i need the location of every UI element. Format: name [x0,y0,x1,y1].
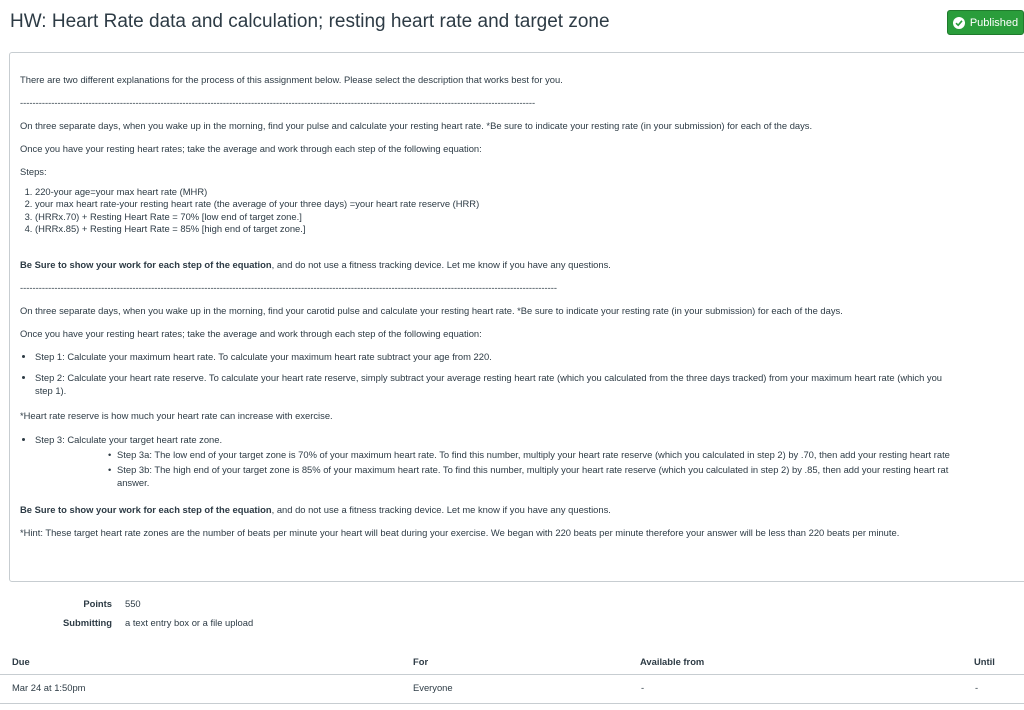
column-header-for: For [413,656,429,667]
v1-paragraph-2: Once you have your resting heart rates; take the average and work through each step of the following equation: [20,143,482,154]
list-item: 3. (HRRx.70) + Resting Heart Rate = 70% [low end of target zone.] [35,211,479,223]
list-item: 4. (HRRx.85) + Resting Heart Rate = 85% [high end of target zone.] [35,223,479,235]
table-row [0,675,1024,704]
published-button[interactable] [947,10,1024,35]
v2-paragraph-2: Once you have your resting heart rates; take the average and work through each step of the following equation: [20,328,482,339]
separator: ---------------------------------------------------------------------------------------------------------------------------------------------------------------------------- [20,282,557,293]
hrr-note: *Heart rate reserve is how much your heart rate can increase with exercise. [20,410,333,421]
points-label: Points [83,598,112,609]
list-item: • Step 3a: The low end of your target zone is 70% of your maximum heart rate. To find this number, multiply your heart rate reserve (which you calculated in step 2) by .70, then add your resting heart rate [117,448,950,461]
v2-steps-list [20,350,492,363]
bold-text: Be Sure to show your work for each step of the equation [20,504,272,515]
published-label: Published [969,16,1019,29]
text: , and do not use a fitness tracking device. Let me know if you have any questions. [271,259,611,270]
column-header-due: Due [12,656,30,667]
submitting-label: Submitting [63,617,112,628]
text: answer. [117,477,150,488]
v2-substeps-list [117,448,950,489]
list-item [117,463,950,489]
separator: --------------------------------------------------------------------------------------------------------------------------------------------------------------------- [20,97,536,108]
page-title: HW: Heart Rate data and calculation; resting heart rate and target zone [10,11,610,32]
text: Step 2: Calculate your heart rate reserve. To calculate your heart rate reserve, simply subtract your average resting heart rate (which you calculated from the three days tracked) from your maximum heart rate (which you [35,372,943,383]
assignment-description [9,52,1024,582]
v2-paragraph-1: On three separate days, when you wake up in the morning, find your carotid pulse and calculate your resting heart rate. *Be sure to indicate your resting rate (in your submission) for each of the days. [20,305,843,316]
column-header-until: Until [974,656,995,667]
until-date: - [975,682,979,693]
dates-table-header [0,650,1024,675]
text: , and do not use a fitness tracking device. Let me know if you have any questions. [271,504,611,515]
list-item: 1. 220-your age=your max heart rate (MHR) [35,186,479,198]
list-item: • Step 3: Calculate your target heart rate zone. [35,433,222,446]
text: step 1). [35,385,67,396]
v1-paragraph-1: On three separate days, when you wake up in the morning, find your pulse and calculate your resting heart rate. *Be sure to indicate your resting rate (in your submission) for each of the days. [20,120,813,131]
list-item [35,371,942,397]
column-header-available: Available from [640,656,705,667]
v2-instructions [20,503,611,516]
list-item: • Step 1: Calculate your maximum heart rate. To calculate your maximum heart rate subtract your age from 220. [35,350,492,363]
points-value: 550 [125,598,141,609]
intro-text: There are two different explanations for the process of this assignment below. Please select the description that works best for you. [20,74,563,85]
due-date: Mar 24 at 1:50pm [12,682,86,693]
assigned-to: Everyone [413,682,453,693]
hint-text: *Hint: These target heart rate zones are the number of beats per minute your heart will beat during your exercise. We began with 220 beats per minute therefore your answer will be less than 220 beats per minute. [20,527,900,538]
submitting-value: a text entry box or a file upload [125,617,254,628]
v1-steps-list [20,186,479,236]
v2-steps-list [20,371,942,397]
bold-text: Be Sure to show your work for each step of the equation [20,259,272,270]
v1-steps-label: Steps: [20,166,47,177]
checkmark-icon [953,17,965,29]
text: Step 3b: The high end of your target zone is 85% of your maximum heart rate. To find this number, multiply your heart rate reserve (which you calculated in step 2) by .85, then add your resting heart rat [117,464,949,475]
v2-steps-list [20,433,222,446]
list-item: 2. your max heart rate-your resting heart rate (the average of your three days) =your heart rate reserve (HRR) [35,198,479,210]
v1-instructions [20,258,611,271]
available-from: - [641,682,645,693]
